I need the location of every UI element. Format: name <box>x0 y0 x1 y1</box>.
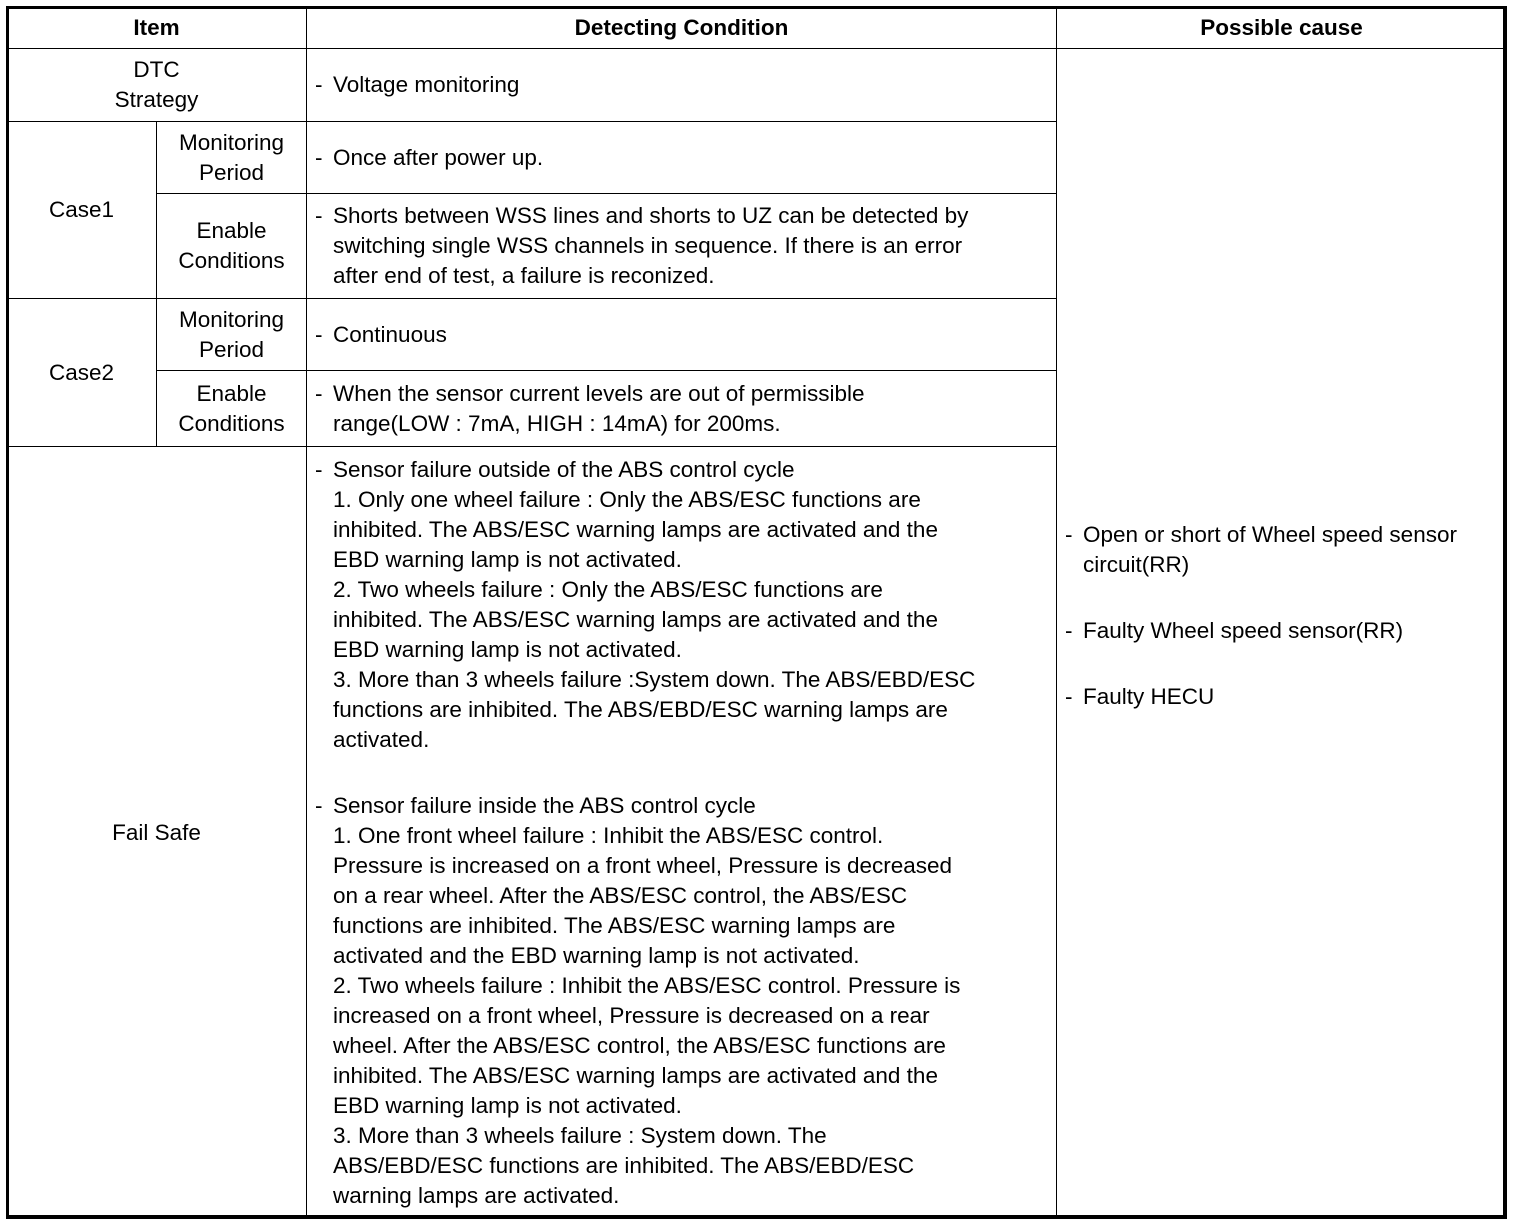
fail-safe-inside: - Sensor failure inside the ABS control cycle 1. One front wheel failure : Inhibit the ABS/ESC control. Pressure is increased on a front wheel, Pressure is decreased on a rear wheel. After the ABS/ESC control, the ABS/ESC functions are inhibited. The ABS/ESC warning lamps are activated and the EBD warning lamp is not activated. 2. Two wheels failure : Inhibit the ABS/ESC control. Pressure is increased on a front wheel, Pressure is decreased on a rear wheel. After the ABS/ESC control, the ABS/ESC functions are inhibited. The ABS/ESC warning lamps are activated and the EBD warning lamp is not activated. 3. More than 3 wheels failure : System down. The ABS/EBD/ESC functions are inhibited. The ABS/EBD/ESC warning lamps are activated. <box>315 792 961 1208</box>
header-item: Item <box>7 7 307 49</box>
case1-monitoring-label: Monitoring Period <box>157 122 307 194</box>
dtc-strategy-condition: - Voltage monitoring <box>307 49 1057 122</box>
case1-enable-condition: - Shorts between WSS lines and shorts to UZ can be detected by switching single WSS channels in sequence. If there is an error after end of test, a failure is reconized. <box>307 194 1057 299</box>
case2-monitoring-label: Monitoring Period <box>157 299 307 371</box>
cause-item: - Faulty HECU <box>1065 683 1215 709</box>
case2-label: Case2 <box>7 299 157 447</box>
cause-item: - Open or short of Wheel speed sensor circuit(RR) <box>1065 521 1457 577</box>
cause-item: - Faulty Wheel speed sensor(RR) <box>1065 617 1404 643</box>
header-detecting-condition: Detecting Condition <box>307 7 1057 49</box>
case2-monitoring-condition: - Continuous <box>307 299 1057 371</box>
fail-safe-label: Fail Safe <box>7 447 307 1219</box>
case1-label: Case1 <box>7 122 157 299</box>
dtc-strategy-label: DTC Strategy <box>7 49 307 122</box>
case2-enable-condition: - When the sensor current levels are out of permissible range(LOW : 7mA, HIGH : 14mA) for 200ms. <box>307 371 1057 447</box>
header-possible-cause: Possible cause <box>1057 7 1507 49</box>
fail-safe-outside: - Sensor failure outside of the ABS control cycle 1. Only one wheel failure : Only the ABS/ESC functions are inhibited. The ABS/ESC warning lamps are activated and the EBD warning lamp is not activated. 2. Two wheels failure : Only the ABS/ESC functions are inhibited. The ABS/ESC warning lamps are activated and the EBD warning lamp is not activated. 3. More than 3 wheels failure :System down. The ABS/EBD/ESC functions are inhibited. The ABS/EBD/ESC warning lamps are activated. <box>315 456 976 752</box>
case1-monitoring-condition: - Once after power up. <box>307 122 1057 194</box>
case1-enable-label: Enable Conditions <box>157 194 307 299</box>
case2-enable-label: Enable Conditions <box>157 371 307 447</box>
table-outer-border <box>6 6 1506 1218</box>
